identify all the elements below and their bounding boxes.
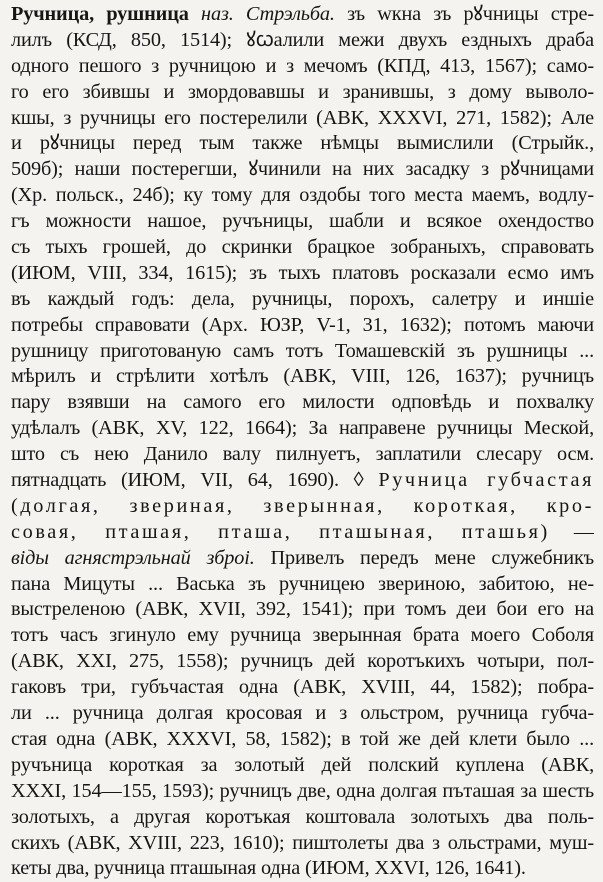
entry-text: ручъница короткая за золотый дей полский куплена (АВК, [11,753,594,776]
entry-text: одного пешого з ручницою и з мечомъ (КПД, 413, 1567); само- [11,54,594,77]
entry-text: 509б); наши постерегши, ꙋчинили на них засадку з рꙋчницами [11,158,594,181]
entry-line [11,494,594,520]
entry-line [11,157,594,183]
entry-line [11,416,594,442]
entry-text: съ тыхъ грошей, до скринки брацкое зобраныхъ, справовать [11,236,594,259]
entry-text: пару взявши на самого его милости одповѣдь и похвалку [11,391,594,414]
entry-text: зъ wкна зъ рꙋчницы стре- [334,3,594,25]
entry-text: (ИЮМ, VIII, 334, 1615); зъ тыхъ платовъ росказали есмо имъ [11,261,594,284]
entry-text: золотыхъ, а другая коротъкая коштовала золотыхъ два поль- [11,805,594,828]
entry-text: Привелъ передъ мене служебникъ [254,546,594,569]
entry-text: тотъ часъ згинуло ему ручница зверынная брата моего Соболя [11,624,594,647]
entry-line [11,287,594,313]
entry-text: скихъ (АВК, XVIII, 223, 1610); пиштолеты два з ольстрами, муш- [11,831,594,854]
entry-line [11,235,594,261]
entry-line [11,727,594,753]
entry-line [11,546,594,572]
entry-line [11,2,594,28]
definition-text: віды агнястрэльнай зброі. [11,546,255,569]
entry-line [11,106,594,132]
entry-text: кеты два, ручница пташыная одна (ИЮМ, XXVI, 126, 1641). [11,857,526,880]
entry-line [11,468,594,494]
entry-line [11,572,594,598]
entry-text: мѣрилъ и стрѣлити хотѣлъ (АВК, VIII, 126, 1637); ручницъ [11,365,594,388]
entry-text: кшы, з ручницы его постерелили (АВК, XXXVI, 271, 1582); Але [11,106,594,129]
entry-text: го его збившы и змордовавшы и зранившы, з дому выволо- [11,80,594,103]
definition-text: Стрэльба. [245,3,335,25]
phrase-spaced: Ручница губчастая [378,469,594,492]
entry-text: (АВК, XXI, 275, 1558); ручницъ дей коротъкихъ чотыри, пол- [11,650,594,673]
phrase-spaced: совая, пташая, пташа, пташыная, пташья) [11,520,550,543]
definition-text: наз. [188,3,246,25]
entry-line [11,649,594,675]
entry-line [11,80,594,106]
entry-line [11,261,594,287]
phrase-spaced: (долгая, звериная, зверынная, короткая, кро- [11,494,594,517]
entry-line [11,753,594,779]
entry-line [11,520,594,546]
entry-line [11,390,594,416]
headword: Ручница, рушница [11,3,189,25]
entry-text: пятнадцать (ИЮМ, VII, 64, 1690). ◊ [11,469,379,492]
entry-line [11,623,594,649]
entry-line [11,805,594,831]
entry-line [11,701,594,727]
entry-text: — [549,520,594,543]
entry-line [11,54,594,80]
entry-text: удѣлалъ (АВК, XV, 122, 1664); За направене ручницы Меской, [11,417,594,440]
entry-line [11,339,594,365]
entry-line [11,131,594,157]
entry-text: потребы справовати (Арх. ЮЗР, V-1, 31, 1632); потомъ маючи [11,313,594,336]
entry-line [11,364,594,390]
entry-line [11,856,594,882]
entry-text: XXXI, 154—155, 1593); ручницъ две, одна долгая пъташая за шесть [11,779,594,802]
entry-text: што съ нею Данило валу пилнуетъ, заплатили слесару осм. [11,443,594,466]
entry-text: пана Мицуты ... Васька зъ ручницею звериною, забитою, не- [11,572,594,595]
entry-text: ли ... ручница долгая кросовая и з ольстром, ручница губча- [11,702,594,725]
entry-line [11,183,594,209]
entry-text: и рꙋчницы перед тым также нѣмцы вымислили (Стрыйк., [11,132,594,155]
entry-text: гаковъ три, губъчастая одна (АВК, XVIII, 44, 1582); побра- [11,676,594,699]
entry-text: гъ можности нашое, ручъницы, шабли и всякое охендоство [11,210,594,233]
entry-line [11,209,594,235]
entry-line [11,779,594,805]
entry-line [11,28,594,54]
entry-text: рушницу приготованую самъ тотъ Томашевскій зъ рушницы ... [11,339,594,362]
entry-line [11,313,594,339]
entry-line [11,675,594,701]
entry-line [11,442,594,468]
entry-text: (Хр. польск., 24б); ку тому для оздобы того места маемъ, водлу- [11,184,594,207]
entry-text: въ каждый годъ: дела, ручницы, порохъ, салетру и иншіе [11,287,594,310]
dictionary-entry-ruchnitsa [11,2,594,882]
entry-line [11,831,594,857]
entry-text: лилъ (КСД, 850, 1514); ꙋꙍалили межи двухъ ездныхъ драба [11,28,594,51]
entry-line [11,597,594,623]
entry-text: выстреленою (АВК, XVII, 392, 1541); при томъ деи бои его на [11,598,594,621]
entry-text: стая одна (АВК, XXXVI, 58, 1582); в той же дей клети было ... [11,727,594,750]
